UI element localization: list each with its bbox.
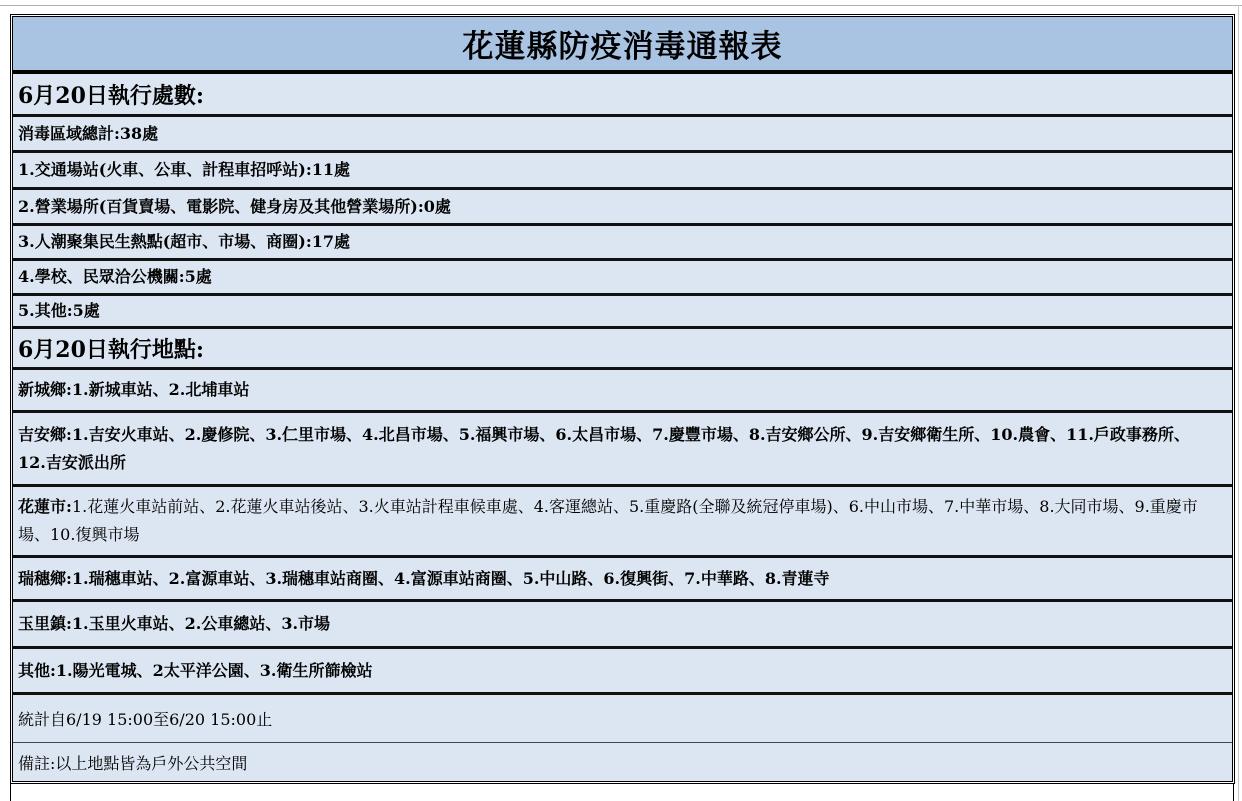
count-item-row: [13, 296, 1232, 329]
count-item-row: [13, 190, 1232, 226]
count-item-row: [13, 153, 1232, 190]
sheet-top-line: [0, 5, 1242, 6]
statistics-period: 統計自6/19 15:00至6/20 15:00止: [18, 710, 273, 729]
location-row-xincheng: [13, 370, 1232, 413]
period-row: [13, 695, 1232, 743]
count-item-schools: 4.學校、民眾洽公機關:5處: [18, 267, 212, 286]
location-hualien-text: 1.花蓮火車站前站、2.花蓮火車站後站、3.火車站計程車候車處、4.客運總站、5.重慶路(全聯及統冠停車場)、6.中山市場、7.中華市場、8.大同市場、9.重慶市場、10.復興市場: [18, 497, 1198, 544]
location-row-jian: [13, 413, 1232, 487]
count-item-transport: 1.交通場站(火車、公車、計程車招呼站):11處: [18, 160, 351, 179]
title-row: [13, 17, 1232, 74]
count-item-other: 5.其他:5處: [18, 301, 100, 320]
total-row: [13, 117, 1232, 153]
report-table: [10, 14, 1235, 784]
count-item-hotspots: 3.人潮聚集民生熱點(超市、市場、商圈):17處: [18, 232, 351, 251]
location-row-other: [13, 649, 1232, 695]
location-ruisui: 瑞穗鄉:1.瑞穗車站、2.富源車站、3.瑞穗車站商圈、4.富源車站商圈、5.中山路、6.復興街、7.中華路、8.青蓮寺: [18, 568, 830, 588]
sheet-left-border-stub: [10, 784, 11, 801]
location-row-yuli: [13, 602, 1232, 649]
location-jian: 吉安鄉:1.吉安火車站、2.慶修院、3.仁里市場、4.北昌市場、5.福興市場、6.太昌市場、7.慶豐市場、8.吉安鄉公所、9.吉安鄉衛生所、10.農會、11.戶政事務所、12.吉安派出所: [18, 424, 1190, 472]
sheet-right-border-stub: [1233, 784, 1234, 801]
location-heading-row: [13, 329, 1232, 370]
count-heading: 6月20日執行處數:: [18, 82, 205, 109]
location-heading: 6月20日執行地點:: [18, 336, 205, 363]
location-xincheng: 新城鄉:1.新城車站、2.北埔車站: [18, 380, 250, 399]
location-other: 其他:1.陽光電城、2太平洋公園、3.衛生所篩檢站: [18, 660, 373, 680]
count-item-row: [13, 226, 1232, 261]
count-item-row: [13, 261, 1232, 296]
location-row-hualien: [13, 487, 1232, 558]
total-count: 消毒區域總計:38處: [18, 123, 159, 143]
sheet-right-line: [1238, 5, 1239, 801]
location-row-ruisui: [13, 558, 1232, 602]
location-hualien: [18, 493, 1214, 549]
location-yuli: 玉里鎮:1.玉里火車站、2.公車總站、3.市場: [18, 614, 331, 633]
remark-note: 備註:以上地點皆為戶外公共空間: [18, 753, 248, 773]
count-heading-row: [13, 74, 1232, 117]
report-title: 花蓮縣防疫消毒通報表: [462, 29, 783, 65]
count-item-business: 2.營業場所(百貨賣場、電影院、健身房及其他營業場所):0處: [18, 196, 451, 216]
remark-row: [13, 743, 1232, 781]
location-hualien-label: 花蓮市:: [18, 497, 72, 516]
